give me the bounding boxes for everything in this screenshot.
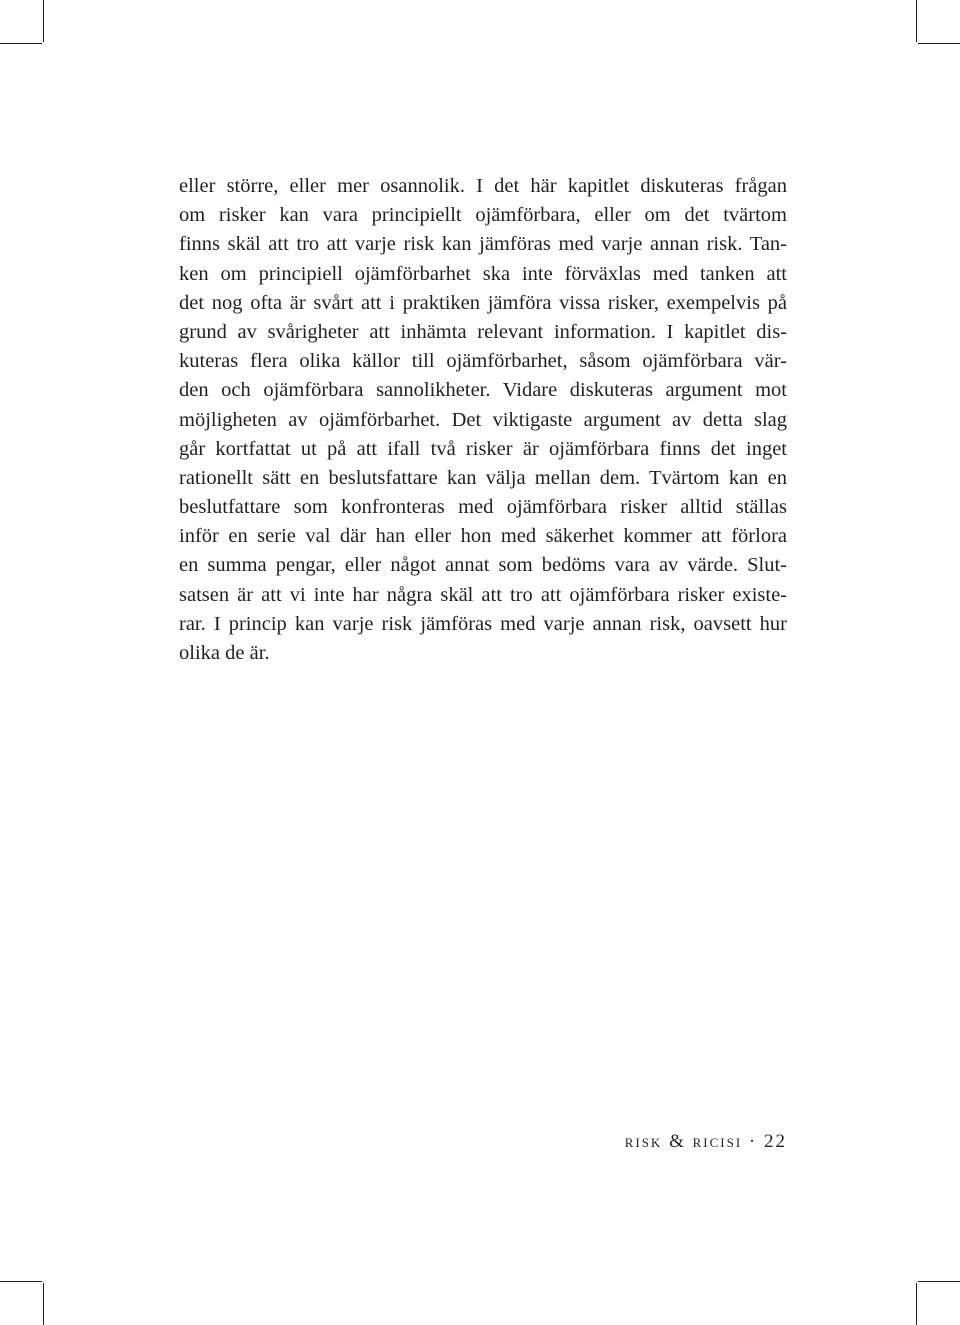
text-line: ken om principiell ojämförbarhet ska inte förväxlas med tanken att	[179, 262, 787, 285]
text-line: går kortfattat ut på att ifall två risker är ojämförbara finns det inget	[179, 437, 787, 460]
text-line: rar. I princip kan varje risk jämföras med varje annan risk, oavsett hur	[179, 612, 787, 635]
text-line: eller större, eller mer osannolik. I det här kapitlet diskuteras frågan	[179, 175, 787, 197]
text-line: grund av svårigheter att inhämta relevant information. I kapitlet dis-	[179, 320, 787, 343]
text-line: det nog ofta är svårt att i praktiken jämföra vissa risker, exempelvis på	[179, 291, 787, 314]
crop-mark-top-right-vertical	[916, 0, 917, 42]
text-line: en summa pengar, eller något annat som bedöms vara av värde. Slut-	[179, 554, 787, 577]
crop-mark-bottom-left-vertical	[43, 1283, 44, 1325]
text-line: beslutfattare som konfronteras med ojämförbara risker alltid ställas	[179, 496, 787, 519]
text-line: möjligheten av ojämförbarhet. Det viktigaste argument av detta slag	[179, 408, 787, 431]
text-line-last: olika de är.	[179, 642, 270, 664]
body-paragraph	[179, 172, 787, 668]
page-footer	[625, 1128, 787, 1156]
crop-mark-top-left-horizontal	[0, 43, 42, 44]
text-line: finns skäl att tro att varje risk kan jämföras med varje annan risk. Tan-	[179, 233, 787, 256]
text-line: rationellt sätt en beslutsfattare kan välja mellan dem. Tvärtom kan en	[179, 466, 787, 489]
crop-mark-bottom-right-horizontal	[918, 1281, 960, 1282]
text-line: kuteras flera olika källor till ojämförbarhet, såsom ojämförbara vär-	[179, 350, 787, 373]
footer-separator: ·	[748, 1131, 758, 1152]
text-line: satsen är att vi inte har några skäl att tro att ojämförbara risker existe-	[179, 583, 787, 606]
text-line: inför en serie val där han eller hon med säkerhet kommer att förlora	[179, 525, 787, 548]
crop-mark-bottom-right-vertical	[916, 1283, 917, 1325]
crop-mark-bottom-left-horizontal	[0, 1281, 42, 1282]
crop-mark-top-left-vertical	[43, 0, 44, 42]
text-line: den och ojämförbara sannolikheter. Vidare diskuteras argument mot	[179, 379, 787, 402]
running-title: risk & ricisi	[624, 1131, 743, 1152]
crop-mark-top-right-horizontal	[918, 43, 960, 44]
text-line: om risker kan vara principiellt ojämförbara, eller om det tvärtom	[179, 204, 787, 227]
page-number: 22	[764, 1131, 787, 1152]
